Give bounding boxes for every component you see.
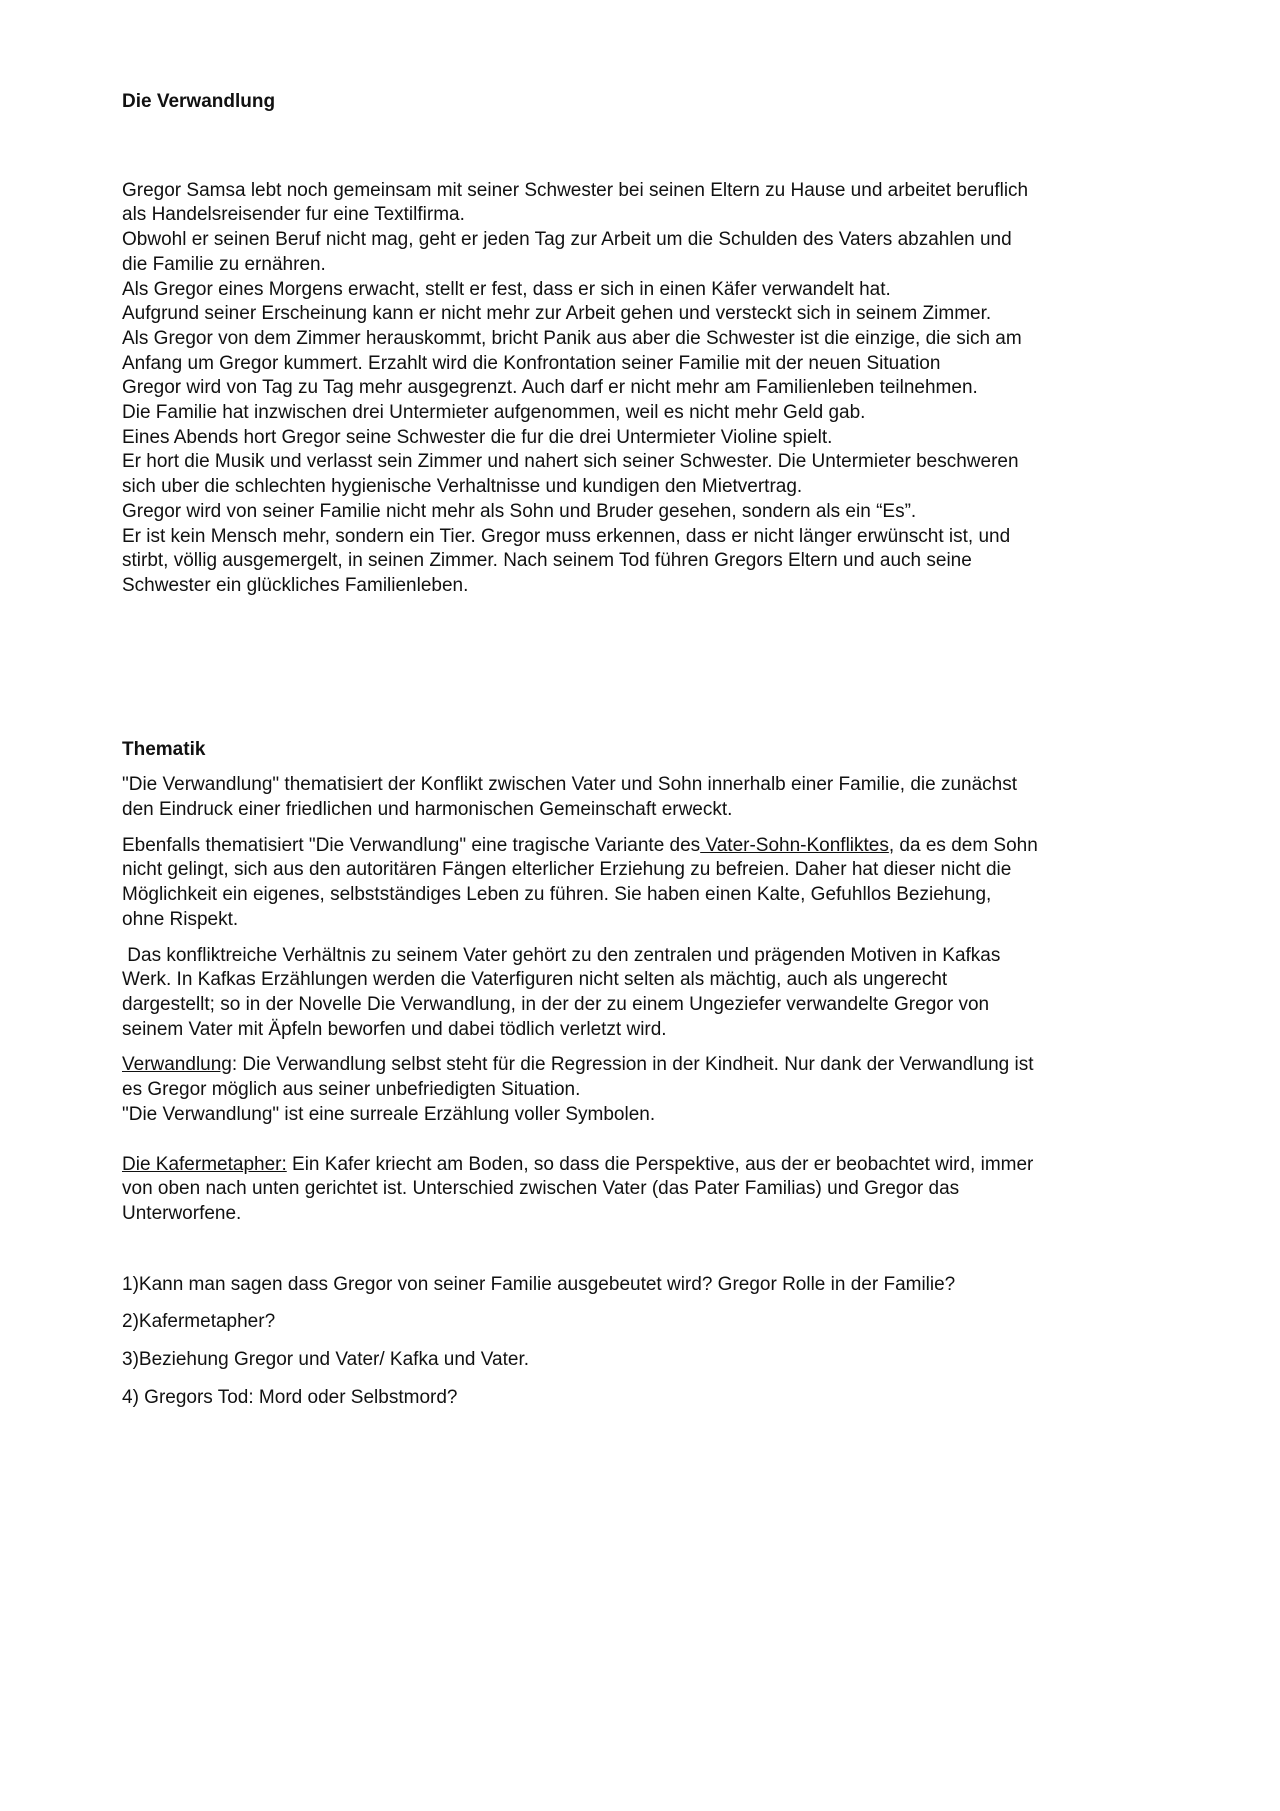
paragraph-line	[122, 1153, 1172, 1178]
thematik-paragraph-2	[122, 834, 1172, 933]
paragraph-text: Ebenfalls thematisiert "Die Verwandlung" eine tragische Variante des	[122, 834, 701, 856]
paragraph-line	[122, 1053, 1172, 1078]
paragraph-line: "Die Verwandlung" thematisiert der Konflikt zwischen Vater und Sohn innerhalb einer Familie, die zunächst	[122, 774, 1018, 796]
thematik-heading: Thematik	[122, 738, 206, 760]
summary-line: Als Gregor von dem Zimmer herauskommt, bricht Panik aus aber die Schwester ist die einzige, die sich am	[122, 327, 1022, 349]
paragraph-line: es Gregor möglich aus seiner unbefriedigten Situation.	[122, 1079, 581, 1101]
document-content	[122, 90, 1172, 1423]
paragraph-line: Das konfliktreiche Verhältnis zu seinem Vater gehört zu den zentralen und prägenden Motiven in Kafkas	[122, 944, 1001, 966]
paragraph-line: dargestellt; so in der Novelle Die Verwandlung, in der der zu einem Ungeziefer verwandelte Gregor von	[122, 993, 990, 1015]
summary-line: Anfang um Gregor kummert. Erzahlt wird die Konfrontation seiner Familie mit der neuen Situation	[122, 352, 941, 374]
summary-line: Als Gregor eines Morgens erwacht, stellt er fest, dass er sich in einen Käfer verwandelt hat.	[122, 278, 891, 300]
summary-line: Obwohl er seinen Beruf nicht mag, geht er jeden Tag zur Arbeit um die Schulden des Vaters abzahlen und	[122, 229, 1012, 251]
summary-line: Schwester ein glückliches Familienleben.	[122, 574, 469, 596]
question-item: 1)Kann man sagen dass Gregor von seiner Familie ausgebeutet wird? Gregor Rolle in der Familie?	[122, 1273, 956, 1295]
kafermetapher-label: Die Kafermetapher:	[122, 1153, 287, 1175]
thematik-paragraph-1	[122, 773, 1172, 822]
paragraph-line: seinem Vater mit Äpfeln beworfen und dabei tödlich verletzt wird.	[122, 1018, 667, 1040]
summary-line: sich uber die schlechten hygienische Verhaltnisse und kundigen den Mietvertrag.	[122, 476, 803, 498]
summary-line: Gregor wird von Tag zu Tag mehr ausgegrenzt. Auch darf er nicht mehr am Familienleben teilnehmen.	[122, 377, 978, 399]
paragraph-text: , da es dem Sohn	[888, 834, 1038, 856]
summary-line: die Familie zu ernähren.	[122, 253, 326, 275]
summary-line: Eines Abends hort Gregor seine Schwester die fur die drei Untermieter Violine spielt.	[122, 426, 833, 448]
summary-line: Die Familie hat inzwischen drei Untermieter aufgenommen, weil es nicht mehr Geld gab.	[122, 402, 866, 424]
paragraph-line: "Die Verwandlung" ist eine surreale Erzählung voller Symbolen.	[122, 1103, 656, 1125]
summary-line: stirbt, völlig ausgemergelt, in seinen Zimmer. Nach seinem Tod führen Gregors Eltern und auch seine	[122, 550, 972, 572]
verwandlung-label: Verwandlung	[122, 1054, 232, 1076]
paragraph-line: von oben nach unten gerichtet ist. Unterschied zwischen Vater (das Pater Familias) und Gregor das	[122, 1178, 960, 1200]
paragraph-line: Unterworfene.	[122, 1202, 242, 1224]
paragraph-line: nicht gelingt, sich aus den autoritären Fängen elterlicher Erziehung zu befreien. Daher hat dieser nicht die	[122, 859, 1012, 881]
kafermetapher-paragraph	[122, 1153, 1172, 1227]
summary-line: Gregor wird von seiner Familie nicht mehr als Sohn und Bruder gesehen, sondern als ein “Es”.	[122, 500, 917, 522]
paragraph-line	[122, 834, 1172, 859]
verwandlung-paragraph	[122, 1053, 1172, 1127]
question-item: 3)Beziehung Gregor und Vater/ Kafka und Vater.	[122, 1349, 529, 1371]
paragraph-text: : Die Verwandlung selbst steht für die Regression in der Kindheit. Nur dank der Verwandlung ist	[231, 1054, 1034, 1076]
paragraph-line: ohne Rispekt.	[122, 908, 239, 930]
summary-line: Er hort die Musik und verlasst sein Zimmer und nahert sich seiner Schwester. Die Untermieter beschweren	[122, 451, 1019, 473]
questions-list	[122, 1273, 1172, 1411]
paragraph-text: Ein Kafer kriecht am Boden, so dass die Perspektive, aus der er beobachtet wird, immer	[286, 1153, 1034, 1175]
summary-line: Aufgrund seiner Erscheinung kann er nicht mehr zur Arbeit gehen und versteckt sich in seinem Zimmer.	[122, 303, 992, 325]
paragraph-line: den Eindruck einer friedlichen und harmonischen Gemeinschaft erweckt.	[122, 799, 733, 821]
summary-line: Er ist kein Mensch mehr, sondern ein Tier. Gregor muss erkennen, dass er nicht länger erwünscht ist, und	[122, 525, 1011, 547]
summary-line: Gregor Samsa lebt noch gemeinsam mit seiner Schwester bei seinen Eltern zu Hause und arbeitet beruflich	[122, 179, 1029, 201]
question-item: 4) Gregors Tod: Mord oder Selbstmord?	[122, 1386, 458, 1408]
question-item: 2)Kafermetapher?	[122, 1311, 276, 1333]
document-title: Die Verwandlung	[122, 91, 276, 112]
thematik-paragraph-3	[122, 944, 1172, 1043]
vater-sohn-konflikt-link[interactable]: Vater-Sohn-Konfliktes	[700, 834, 889, 856]
paragraph-line: Möglichkeit ein eigenes, selbstständiges Leben zu führen. Sie haben einen Kalte, Gefuhllos Beziehung,	[122, 884, 992, 906]
summary-line: als Handelsreisender fur eine Textilfirma.	[122, 204, 465, 226]
paragraph-line: Werk. In Kafkas Erzählungen werden die Vaterfiguren nicht selten als mächtig, auch als ungerecht	[122, 969, 948, 991]
summary-paragraph	[122, 179, 1172, 599]
